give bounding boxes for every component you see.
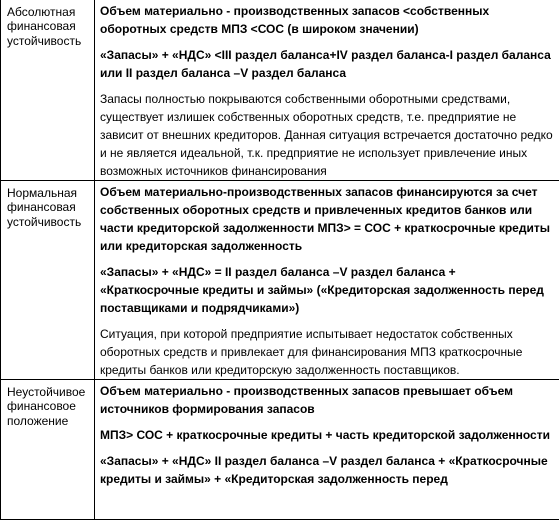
- description-text: Ситуация, при которой предприятие испытывает недостаток собственных оборотных средств и привлекает для финансирования МПЗ краткосрочные кредиты банков или кредиторскую задолженность поставщиков.: [100, 325, 553, 379]
- row-label-cell: [1, 0, 95, 181]
- row-label: Абсолютная финансовая устойчивость: [7, 5, 91, 48]
- row-label: Нормальная финансовая устойчивость: [7, 186, 91, 229]
- balance-formula-text: «Запасы» + «НДС» = II раздел баланса –V раздел баланса + «Краткосрочные кредиты и займы» («Кредиторская задолженность перед поставщиками и подрядчиками»): [100, 263, 553, 317]
- row-content-cell: [95, 0, 559, 181]
- formula-text: Объем материально - производственных запасов <собственных оборотных средств МПЗ <СОС (в широком значении): [100, 2, 553, 38]
- formula-text: Объем материально-производственных запасов финансируются за счет собственных оборотных средств и привлеченных кредитов банков или части кредиторской задолженности МПЗ> = СОС + краткосрочные кредиты или кредиторская задолженность: [100, 183, 553, 255]
- formula-text: Объем материально - производственных запасов превышает объем источников формирования запасов: [100, 382, 553, 418]
- formula-secondary-text: МПЗ> СОС + краткосрочные кредиты + часть кредиторской задолженности: [100, 426, 553, 444]
- table-row: [1, 0, 559, 181]
- row-label-cell: [1, 380, 95, 520]
- balance-formula-text: «Запасы» + «НДС» II раздел баланса –V раздел баланса + «Краткосрочные кредиты и займы» + «Кредиторская задолженность перед: [100, 452, 553, 488]
- balance-formula-text: «Запасы» + «НДС» <III раздел баланса+IV раздел баланса-I раздел баланса или II раздел баланса –V раздел баланса: [100, 46, 553, 82]
- row-content-cell: [95, 380, 559, 520]
- table-row: [1, 181, 559, 380]
- row-label: Неустойчивое финансовое положение: [7, 385, 91, 428]
- row-content-cell: [95, 181, 559, 380]
- table-row: [1, 380, 559, 520]
- row-label-cell: [1, 181, 95, 380]
- description-text: Запасы полностью покрываются собственными оборотными средствами, существует излишек собственных оборотных средств, т.е. предприятие не зависит от внешних кредиторов. Данная ситуация встречается достаточно редко и не является идеальной, т.к. предприятие не использует привлечение иных возможных источников финансирования: [100, 90, 553, 180]
